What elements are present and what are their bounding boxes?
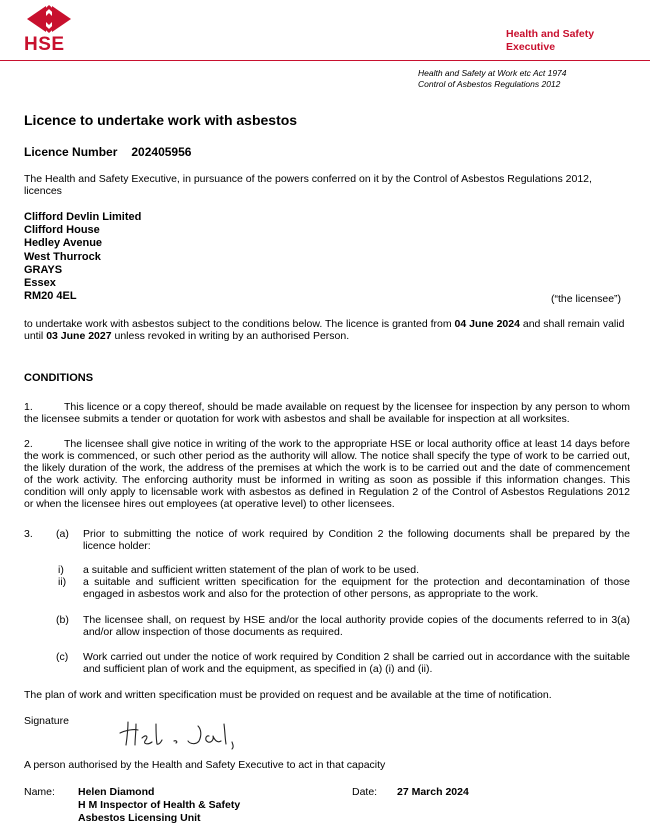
address-line: RM20 4EL [24, 290, 77, 303]
grant-text-start: to undertake work with asbestos subject to the conditions below. The licence is granted from [24, 318, 455, 330]
address-line: Hedley Avenue [24, 237, 103, 250]
condition-3a [83, 528, 630, 552]
condition-3c [83, 651, 630, 675]
licence-number-row [24, 145, 191, 159]
signatory-name: Helen Diamond [78, 786, 155, 798]
act-line-1: Health and Safety at Work etc Act 1974 [418, 68, 567, 78]
closing-statement [24, 689, 630, 701]
condition-number: 1. [24, 401, 33, 413]
intro-paragraph [24, 173, 630, 197]
hse-emblem-icon [24, 4, 74, 34]
signature-date: 27 March 2024 [397, 786, 469, 798]
address-line: West Thurrock [24, 250, 101, 263]
address-line: GRAYS [24, 263, 63, 276]
licence-number-value: 202405956 [131, 145, 192, 159]
organisation-name [506, 28, 594, 54]
condition-3a-i-text: a suitable and sufficient written statement of the plan of work to be used. [83, 564, 420, 576]
condition-1 [24, 401, 630, 425]
condition-3b [83, 614, 630, 638]
signature-label: Signature [24, 715, 69, 727]
grant-text [24, 318, 630, 342]
document-title: Licence to undertake work with asbestos [24, 112, 298, 128]
condition-number: 2. [24, 438, 33, 450]
condition-3a-ii-marker: ii) [58, 576, 67, 588]
hse-logo [24, 4, 74, 54]
act-line-2: Control of Asbestos Regulations 2012 [418, 79, 561, 89]
condition-3a-i-marker: i) [58, 564, 64, 576]
address-line: Essex [24, 277, 56, 290]
condition-3a-text: Prior to submitting the notice of work required by Condition 2 the following documents shall be prepared by the licence holder: [83, 528, 630, 552]
condition-3a-ii [83, 576, 630, 600]
address-line: Clifford House [24, 224, 100, 237]
licensee-address [24, 211, 141, 303]
condition-number: 3. [24, 528, 33, 540]
date-label: Date: [352, 786, 378, 798]
authorisation-statement: A person authorised by the Health and Safety Executive to act in that capacity [24, 759, 386, 771]
signatory-details [78, 786, 240, 825]
licensee-tag: (“the licensee”) [551, 293, 622, 305]
condition-3a-i [83, 564, 630, 576]
condition-3b-text: The licensee shall, on request by HSE and/or the local authority provide copies of the documents referred to in 3(a) and/or allow inspection of those documents as required. [83, 614, 630, 638]
conditions-heading: CONDITIONS [24, 372, 94, 384]
hse-logo-text: HSE [24, 34, 65, 55]
organisation-name-line2: Executive [506, 41, 556, 53]
handwritten-signature [116, 716, 246, 752]
grant-text-middle: and shall remain valid until [24, 318, 625, 342]
header-divider [0, 60, 650, 61]
legislation-reference [418, 68, 567, 90]
licence-number-label: Licence Number [24, 145, 118, 159]
organisation-name-line1: Health and Safety [506, 28, 595, 40]
condition-3b-label: (b) [56, 614, 69, 626]
condition-2 [24, 438, 630, 510]
condition-3a-ii-text: a suitable and sufficient written specification for the equipment for the protection and decontamination of those engaged in asbestos work and also for the protection of other persons, as appropriate to the work. [83, 576, 630, 600]
intro-text: The Health and Safety Executive, in pursuance of the powers conferred on it by the Control of Asbestos Regulations 2012, licences [24, 173, 592, 197]
end-date: 03 June 2027 [46, 330, 112, 342]
condition-text: The licensee shall give notice in writing of the work to the appropriate HSE or local authority office at least 14 days before the work is commenced, or such other period as the authority will allow. The notice shall specify the type of work to be carried out, the likely duration of the work, the address of the premises at which the work is to be carried out and the date of commencement of the work activity. The enforcing authority must be informed in writing as soon as possible if this information changes. This condition will only apply to licensable work with asbestos as defined in Regulation 2 of the Control of Asbestos Regulations 2012 or when the licensee hires out employees (at operative level) to other licensees. [24, 438, 630, 510]
start-date: 04 June 2024 [454, 318, 520, 330]
address-line: Clifford Devlin Limited [24, 211, 142, 223]
signatory-unit: Asbestos Licensing Unit [78, 812, 201, 824]
name-label: Name: [24, 786, 55, 798]
signatory-role: H M Inspector of Health & Safety [78, 799, 241, 811]
condition-text: This licence or a copy thereof, should be made available on request by the licensee for inspection by any person to whom the licensee submits a tender or quotation for work with asbestos and shall be available for inspection at all worksites. [24, 401, 630, 425]
closing-text: The plan of work and written specification must be provided on request and be available at the time of notification. [24, 689, 552, 701]
grant-paragraph [24, 318, 630, 342]
grant-text-end: unless revoked in writing by an authorised Person. [111, 330, 350, 342]
condition-3c-label: (c) [56, 651, 69, 663]
condition-3a-label: (a) [56, 528, 69, 540]
condition-3c-text: Work carried out under the notice of work required by Condition 2 shall be carried out in accordance with the suitable and sufficient plan of work and the equipment, as specified in (a) (i) and (ii). [83, 651, 630, 675]
